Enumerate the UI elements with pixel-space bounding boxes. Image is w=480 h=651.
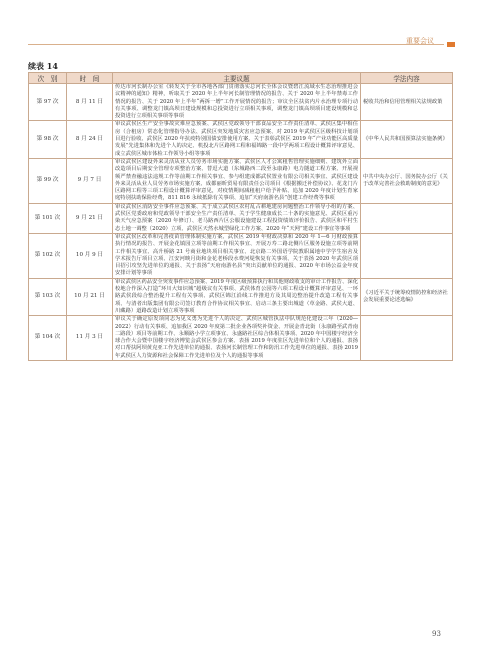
page-number: 93 [432, 630, 441, 638]
table-row [29, 233, 453, 278]
table-row [29, 316, 453, 361]
session-cell: 第 103 次 [29, 278, 67, 315]
table-header-row [29, 73, 453, 84]
header-accent-bar [447, 42, 455, 47]
table-row [29, 84, 453, 121]
topics-cell: 审议关于确定原发项同志为见义勇为先进个人的决定、武侯区城管执法中队规范化建设三年（2020—2022）行动有关事项、追加我区 2020 年度第二批企业各项奖补资金、开展金青北街（永康路至武青南二路段）项目等前期工作、永顺路小学立项事宜、永盛路社区综合体相关事项、2020 年中国楼宇经济全球合作大会暨中国楼宇经济博览会武侯区参会方案、表扬 2019 年度驻区先进单位和个人的通报、表扬对口帮扶阿坝黄克亚工作先进单位的通报、表扬河长制管理工作和防汛工作先进单位的通报、表扬 2019 年武侯区人力资源和社会保障工作先进单位及个人的通报等事项 [113, 316, 361, 361]
section-header: 重要会议 [406, 37, 434, 45]
table-title: 续表 14 [28, 61, 58, 71]
date-cell: 11 月 3 日 [67, 316, 113, 361]
session-cell: 第 104 次 [29, 316, 67, 361]
table-row [29, 278, 453, 315]
topics-cell: 审议武侯区改革和完善疫苗管理体制实施方案、武侯区 2019 年财政决算和 2020 年 1—6 月财政预算执行情况的报告、开展金花镇园立项等前期工作相关事宜、开展万寿二路北侧片区服务设施立项等前期工作相关事宜、高升桥路 21 号商业地块项目相关事宜、北京路二外国语学院教职属地中学学生宿舍及学术报告厅项目立项、江安河映月街和金花老桥段水费河堤恢复有关事项、关于表扬 2020 年武侯区项目招引攻坚先进单位的通报、关于表扬“天府南游名县”突出贡献单位的通报、2020 年市场公益金年度安排计划等事项 [113, 233, 361, 278]
study-cell: 中共中央办公厅、国务院办公厅《关于改革完善社会救助制度的意见》 [361, 158, 453, 203]
meetings-table [28, 72, 453, 361]
study-cell [361, 233, 453, 278]
session-cell: 第 97 次 [29, 84, 67, 121]
table-row [29, 203, 453, 233]
column-header-date: 时 间 [67, 73, 113, 84]
table-row [29, 158, 453, 203]
topics-cell: 审议武侯区药品安全突发事件应急预案、2019 年度区级预算执行和其他财政收支的审计工作报告、深化校地合作深入打造“环川大知识城”超级议有关事项、武侯体育公园等六项工程设计概算评审意见、一环路武侯段综合整治提升工程有关事项、武侯区锦江沿线工作推进方及其周边整治提升改造工程有关事项、与清者出版集团有限公司签订教育合作协议相关事宜、启动三条主要出城道（草金路、武侯大道、川藏路）道路改造计划立项等事项 [113, 278, 361, 315]
topics-cell: 审议武侯区生产安全事故灾难应急预案、武侯区党政领导干部食品安全工作责任清单、武侯区集中相住房（合租房）常态化管理指导办法、武侯区突发地质灾害应急预案、对 2019 年武侯区区级科技计划项目进行验收、武侯区 2020 年抗疫特别国债安排使用方案、关于表彰武侯区 2019 年“产业功能区高质量发展”先进集体和先进个人的决定、机投北片区路网工程和福锦路一段中学两项工程设计概算评审意见、成立武侯区城市体检工作领导小组等事项 [113, 121, 361, 158]
date-cell: 9 月 7 日 [67, 158, 113, 203]
study-cell [361, 203, 453, 233]
session-cell: 第 102 次 [29, 233, 67, 278]
session-cell: 第 98 次 [29, 121, 67, 158]
column-header-topics: 主要议题 [113, 73, 361, 84]
study-cell: 《习近平关于统筹疫情防控和经济社会发展重要论述选编》 [361, 278, 453, 315]
date-cell: 9 月 21 日 [67, 203, 113, 233]
study-cell: 税收共治和信用管理相关法规政策 [361, 84, 453, 121]
session-cell: 第 99 次 [29, 158, 67, 203]
column-header-study: 学法内容 [361, 73, 453, 84]
topics-cell: 审议武侯区消防安全事件应急预案、关于成立武侯区农村乱占耕地建房问题整治工作领导小组的方案、武侯区党委政府和党政领导干部安全生产责任清单、关于学生健康成长二十条的实施意见、武侯区重污染天气应急预案（2020 年修订）、老马路西片区公服设施建设工程投资绩效评价报告、武侯区和平村生态土地一调整（2020）立项、武侯区天然水城型绿化工作方案、2020 年“天网”建设工作事宜等事项 [113, 203, 361, 233]
header-rule [28, 44, 444, 45]
topics-cell: 审议武侯区建设外来灵活从业人员劳务市场实施方案、武侯区人才公寓租售管理实施细则、建筑外立面改造项目后期安全管理专项整治方案、替逗大道（东城路西二段至永康路）电力隧道工程方案、开展视频严禁查融违法违规工作等前期工作相关事宜、参与组建成都武侯置业有限公司相关事宜、武侯区建设外来灵活从业人员劳务市场实施方案、成都丽昕贸易有限责任公司项目《根据搬迁补偿协议》、花龙门片区路网工程等三项工程设计概算评审意见，对疫情期间减租租户给予补贴、追加 2020 年度计划生育家庭特别扶助保险经费，811 816 永续抵除有关事项、追加“天府南游名县”创建工作经费等事项 [113, 158, 361, 203]
column-header-session: 次 别 [29, 73, 67, 84]
date-cell: 10 月 9 日 [67, 233, 113, 278]
date-cell: 10 月 21 日 [67, 278, 113, 315]
session-cell: 第 101 次 [29, 203, 67, 233]
study-cell: 《中华人民共和国预算法实施条例》 [361, 121, 453, 158]
topics-cell: 传达市河长制办公室《转发关于全市各地各部门贯彻落实总河长全体会议暨碧江流域水生态治理推进会议精神的通知》精神，听取关于 2020 年上半年河长制管理情况的报告、关于 2020 年上半年禁毒工作情况的报告、关于 2020 年上半年“两拆一增”工作开展情况的报告；审议全区扶贫内片水治理专项行动有关事项、调整龙门镇高坝日建设规模和总投资进行立项相关事项，调整龙门镇高坝项目建设规模和总投资进行立项相关事项等事项 [113, 84, 361, 121]
date-cell: 8 月 24 日 [67, 121, 113, 158]
study-cell [361, 316, 453, 361]
date-cell: 8 月 11 日 [67, 84, 113, 121]
table-row [29, 121, 453, 158]
